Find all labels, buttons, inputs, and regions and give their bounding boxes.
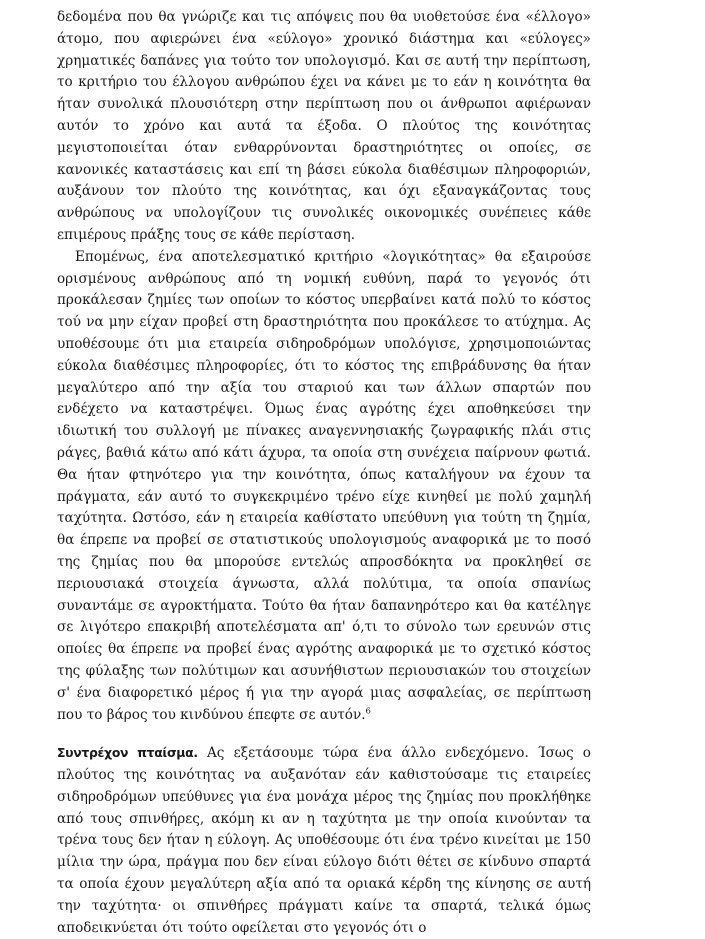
paragraph-2-text: Επομένως, ένα αποτελεσματικό κριτήριο «λογικότητας» θα εξαιρούσε ορισμένους ανθρώπους από τη νομική ευθύνη, παρά το γεγονός ότι προκάλεσαν ζημίες των οποίων το κόστος υπερβαίνει κατά πολύ το κόστος τού να μην είχαν προβεί στη δραστηριότητα που προκάλεσε το ατύχημα. Ας υποθέσουμε ότι μια εταιρεία σιδηροδρόμων υπολόγισε, χρησιμοποιώντας εύκολα διαθέσιμες πληροφορίες, ότι το κόστος της επιβράδυνσης θα ήταν μεγαλύτερο από την αξία του σταριού και των άλλων σπαρτών που ενδέχετο να καταστρέψει. Όμως ένας αγρότης έχει αποθηκεύσει την ιδιωτική του συλλογή με πίνακες αναγεννησιακής ζωγραφικής πλάι στις ράγες, βαθιά κάτω από κάτι άχυρα, τα οποία στη συνέχεια παίρνουν φωτιά. Θα ήταν φτηνότερο για την κοινότητα, όπως καταλήγουν να έχουν τα πράγματα, εάν αυτό το συγκεκριμένο τρένο είχε κινηθεί με πολύ χαμηλή ταχύτητα. Ωστόσο, εάν η εταιρεία καθίστατο υπεύθυνη για τούτη τη ζημία, θα έπρεπε να προβεί σε στατιστικούς υπολογισμούς αναφορικά με το ποσό της ζημίας που θα μπορούσε εντελώς απροσδόκητα να προκληθεί σε περιουσιακά στοιχεία άγνωστα, αλλά πολύτιμα, τα οποία σπανίως συναντάμε σε αγροκτήματα. Τούτο θα ήταν δαπανηρότερο και θα κατέληγε σε λιγότερο επακριβή αποτελέσματα απ' ό,τι το σύνολο των ερευνών στις οποίες θα έπρεπε να προβεί ένας αγρότης αναφορικά με το σχετικό κόστος της φύλαξης των πολύτιμων και ασυνήθιστων περιουσιακών του στοιχείων σ' ένα διαφορετικό μέρος ή για την αγορά μιας ασφαλείας, σε περίπτωση που το βάρος του κινδύνου έπεφτε σε αυτόν.: [57, 248, 591, 723]
document-page: [57, 7, 591, 939]
paragraph-3: [57, 742, 591, 939]
paragraph-1: δεδομένα που θα γνώριζε και τις απόψεις που θα υιοθετούσε ένα «έλλογο» άτομο, που αφιερώνει ένα «εύλογο» χρονικό διάστημα και «εύλογες» χρηματικές δαπάνες για τούτο τον υπολογισμό. Και σε αυτή την περίπτωση, το κριτήριο του έλλογου ανθρώπου έχει να κάνει με το εάν η κοινότητα θα ήταν συνολικά πλουσιότερη στην περίπτωση που οι άνθρωποι αφιέρωναν αυτόν το χρόνο και αυτά τα έξοδα. Ο πλούτος της κοινότητας μεγιστοποιείται όταν ενθαρρύνονται δραστηριότητες οι οποίες, σε κανονικές καταστάσεις και επί τη βάσει εύκολα διαθέσιμων πληροφοριών, αυξάνουν τον πλούτο της κοινότητας, και όχι εξαναγκάζοντας τους ανθρώπους να υπολογίζουν τις συνολικές οικονομικές συνέπειες κάθε επιμέρους πράξης τους σε κάθε περίσταση.: [57, 9, 591, 243]
section-heading: Συντρέχον πταίσμα.: [57, 745, 198, 761]
footnote-marker[interactable]: 6: [365, 705, 371, 716]
paragraph-2: [57, 247, 591, 727]
paragraph-3-text: Ας εξετάσουμε τώρα ένα άλλο ενδεχόμενο. Ίσως ο πλούτος της κοινότητας να αυξανόταν εάν καθιστούσαμε τις εταιρείες σιδηροδρόμων υπεύθυνες για ένα μονάχα μέρος της ζημίας που προκλήθηκε από τους σπινθήρες, ακόμη κι αν η ταχύτητα με την οποία κινούνταν τα τρένα τους δεν ήταν η εύλογη. Ας υποθέσουμε ότι ένα τρένο κινείται με 150 μίλια την ώρα, πράγμα που δεν είναι εύλογο διότι θέτει σε κίνδυνο σπαρτά τα οποία έχουν μεγαλύτερη αξία από τα οριακά κέρδη της κίνησης σε αυτή την ταχύτητα· οι σπινθήρες πράγματι καίνε τα σπαρτά, τελικά όμως αποδεικνύεται ότι τούτο οφείλεται στο γεγονός ότι ο: [57, 745, 591, 936]
